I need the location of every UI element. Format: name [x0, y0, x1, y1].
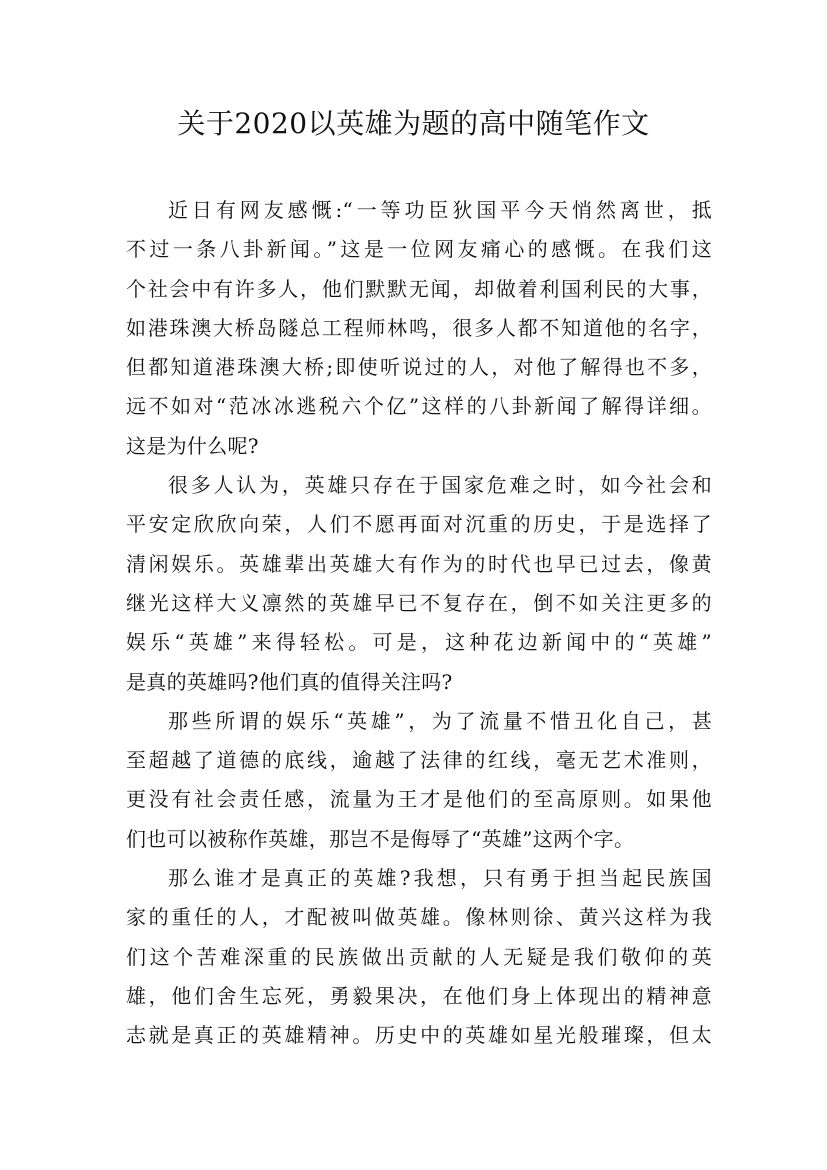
text-line: 更没有社会责任感，流量为王才是他们的至高原则。如果他 [126, 787, 712, 812]
text-line: 远不如对“范冰冰逃税六个亿”这样的八卦新闻了解得详细。 [126, 394, 712, 419]
text-line: 雄，他们舍生忘死，勇毅果决，在他们身上体现出的精神意 [126, 983, 712, 1008]
document-title: 关于2020以英雄为题的高中随笔作文 [177, 107, 650, 140]
text-line: 近日有网友感慨:“一等功臣狄国平今天悄然离世，抵 [168, 198, 712, 222]
text-line: 清闲娱乐。英雄辈出英雄大有作为的时代也早已过去，像黄 [126, 551, 712, 576]
text-line: 不过一条八卦新闻。”这是一位网友痛心的感慨。在我们这 [126, 237, 712, 262]
text-line: 平安定欣欣向荣，人们不愿再面对沉重的历史，于是选择了 [126, 512, 712, 537]
text-line: 这是为什么呢? [126, 433, 259, 458]
text-line: 个社会中有许多人，他们默默无闻，却做着利国利民的大事， [126, 276, 712, 301]
text-line: 们也可以被称作英雄，那岂不是侮辱了“英雄”这两个字。 [126, 826, 635, 851]
text-line: 很多人认为，英雄只存在于国家危难之时，如今社会和 [168, 473, 712, 498]
text-line: 们这个苦难深重的民族做出贡献的人无疑是我们敬仰的英 [126, 944, 712, 969]
text-line: 继光这样大义凛然的英雄早已不复存在，倒不如关注更多的 [126, 590, 712, 615]
text-line: 是真的英雄吗?他们真的值得关注吗? [126, 669, 453, 694]
text-line: 如港珠澳大桥岛隧总工程师林鸣，很多人都不知道他的名字， [126, 315, 712, 340]
document-body [126, 191, 712, 1056]
text-line: 志就是真正的英雄精神。历史中的英雄如星光般璀璨，但太 [126, 1023, 712, 1048]
text-line: 那些所谓的娱乐“英雄”，为了流量不惜丑化自己，甚 [168, 708, 712, 733]
text-line: 至超越了道德的底线，逾越了法律的红线，毫无艺术准则， [126, 748, 712, 773]
text-line: 家的重任的人，才配被叫做英雄。像林则徐、黄兴这样为我 [126, 905, 712, 930]
text-line: 但都知道港珠澳大桥;即使听说过的人，对他了解得也不多， [126, 355, 712, 380]
text-line: 那么谁才是真正的英雄?我想，只有勇于担当起民族国 [168, 866, 712, 891]
text-line: 娱乐“英雄”来得轻松。可是，这种花边新闻中的“英雄” [126, 630, 712, 655]
